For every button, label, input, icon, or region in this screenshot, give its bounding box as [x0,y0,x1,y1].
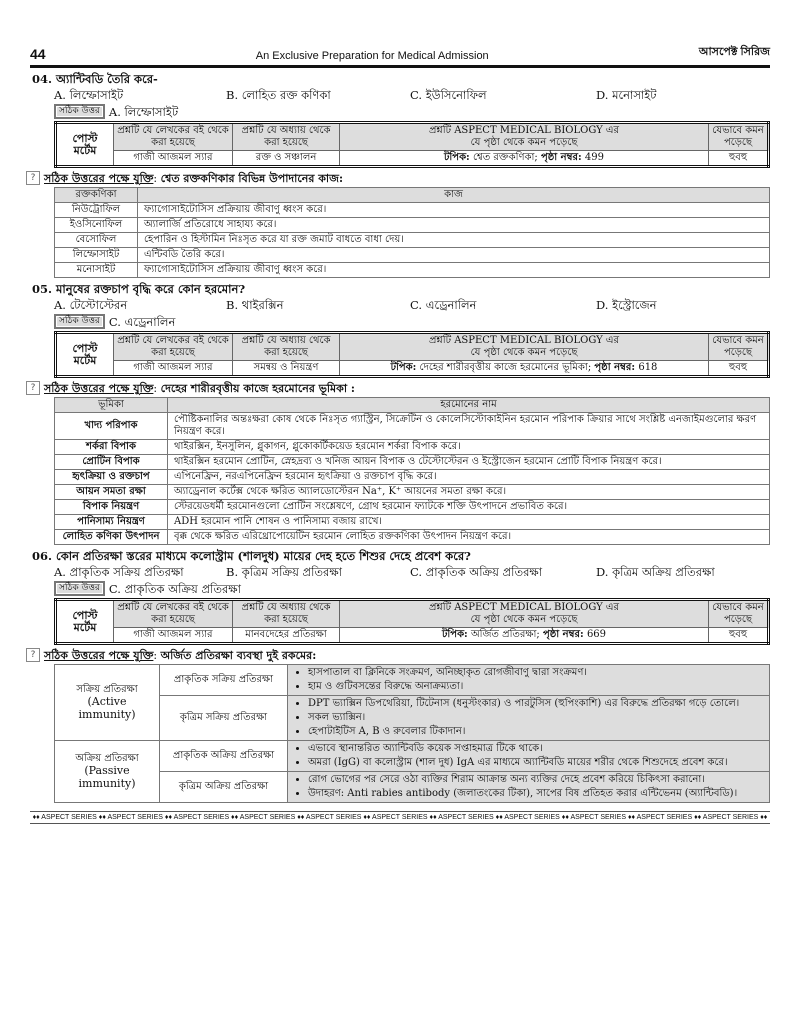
col-how-header: যেভাবে কমন পড়েছে [709,123,769,151]
table-row [55,665,770,696]
col-author-header: প্রশ্নটি যে লেখকের বই থেকে করা হয়েছে [114,333,233,361]
option-a: A. টেস্টোস্টেরন [54,298,128,312]
postmortem-label: পোস্ট মর্টেম [56,333,114,377]
option-c: C. প্রাকৃতিক অক্রিয় প্রতিরক্ষা [410,565,543,579]
cell-function: অ্যালার্জি প্রতিরোধে সাহায্য করে। [138,218,770,233]
cell-hormone: ADH হরমোন পানি শোষন ও পানিসাম্য বজায় রাখে। [168,515,770,530]
cell-role: প্রোটিন বিপাক [55,455,168,470]
cell-hormone: অ্যাড্রেনাল কর্টেক্স থেকে ক্ষরিত অ্যালডোস্টেরন Na⁺, K⁺ আয়নের সমতা রক্ষা করে। [168,485,770,500]
options [54,565,770,579]
hormone-table [54,397,770,545]
table-row [55,248,770,263]
postmortem-table [54,331,770,378]
cell-hormone: থাইরক্সিন, ইনসুলিন, গ্লুকাগন, গ্লুকোকর্টিকয়েড হরমোন শর্করা বিপাক করে। [168,440,770,455]
cell-hormone: থাইরক্সিন হরমোন প্রোটিন, স্নেহদ্রব্য ও খনিজ আয়ন বিপাক ও টেস্টোস্টেরন ও ইস্ট্রোজেন হরমোন প্রোটি বিপাক নিয়ন্ত্রণ করে। [168,455,770,470]
how-cell: হুবহু [709,628,769,644]
table-row [55,470,770,485]
table-row [55,233,770,248]
cell-function: ফ্যাগোসাইটোসিস প্রক্রিয়ায় জীবাণু ধ্বংস করে। [138,203,770,218]
table-row [55,741,770,772]
question-05 [32,282,770,545]
question-mark-icon: ? [26,171,40,185]
col-page-header: প্রশ্নটি ASPECT MEDICAL BIOLOGY এর যে পৃষ্ঠা থেকে কমন পড়েছে [340,600,709,628]
options [54,298,770,312]
list-item: • হাসপাতাল বা ক্লিনিকে সংক্রমণ, অনিচ্ছাকৃত রোগজীবাণু দ্বারা সংক্রমণ। [308,666,763,680]
option-d: D. মনোসাইট [596,88,657,102]
answer-text: C. প্রাকৃতিক অক্রিয় প্রতিরক্ষা [108,581,241,596]
answer-text: C. এড্রেনালিন [108,314,176,329]
col-page-header: প্রশ্নটি ASPECT MEDICAL BIOLOGY এর যে পৃষ্ঠা থেকে কমন পড়েছে [340,123,709,151]
cell-type: বেসোফিল [55,233,138,248]
col-author-header: প্রশ্নটি যে লেখকের বই থেকে করা হয়েছে [114,123,233,151]
option-d: D. কৃত্রিম অক্রিয় প্রতিরক্ষা [596,565,715,579]
immunity-examples [288,772,770,803]
cell-role: আয়ন সমতা রক্ষা [55,485,168,500]
option-a: A. লিম্ফোসাইট [54,88,124,102]
wbc-table [54,187,770,278]
table-row [55,530,770,545]
question-text: 05. মানুষের রক্তচাপ বৃদ্ধি করে কোন হরমোন? [32,282,246,296]
footer-banner: ♦♦ ASPECT SERIES ♦♦ ASPECT SERIES ♦♦ ASPECT SERIES ♦♦ ASPECT SERIES ♦♦ ASPECT SERIES ♦♦ ASPECT SERIES ♦♦ ASPECT SERIES ♦♦ ASPECT SERIES ♦♦ ASPECT SERIES ♦♦ ASPECT SERIES ♦♦ ASPECT SERIES ♦♦ [30,811,770,824]
answer-text: A. লিম্ফোসাইট [108,104,179,119]
postmortem-table [54,121,770,168]
cell-type: লিম্ফোসাইট [55,248,138,263]
answer-badge: সঠিক উত্তর [54,104,105,119]
option-b: B. লোহিত রক্ত কণিকা [226,88,331,102]
cell-hormone: পৌষ্টিকনালির অন্তঃক্ষরা কোষ থেকে নিঃসৃত গ্যাস্ট্রিন, সিক্রেটিন ও কোলেসিস্টোকাইনিন হরমোন পরিপাক ক্রিয়ার সাথে সংশ্লিষ্ট এনজাইমগুলোর ক্ষরণ নিয়ন্ত্রণ করে। [168,413,770,440]
table-header: ভূমিকা [55,398,168,413]
how-cell: হুবহু [709,151,769,167]
immunity-table [54,664,770,803]
question-text: 06. কোন প্রতিরক্ষা স্তরের মাধ্যমে কলোস্ট্রাম (শালদুধ) মায়ের দেহ হতে শিশুর দেহে প্রবেশ করে? [32,549,471,563]
immunity-examples [288,696,770,741]
table-row [55,696,770,741]
list-item: • DPT ভ্যাক্সিন ডিপথেরিয়া, টিটেনাস (ধনুস্টংকার) ও পারটুসিস (হুপিংকাশি) এর বিরুদ্ধে প্রতিরক্ষা গড়ে তোলে। [308,697,763,711]
postmortem-label: পোস্ট মর্টেম [56,123,114,167]
list-item: • রোগ ভোগের পর সেরে ওঠা ব্যক্তির শিরাম আক্রান্ত অন্য ব্যক্তির দেহে প্রবেশ করিয়ে চিকিৎসা করানো। [308,773,763,787]
col-page-header: প্রশ্নটি ASPECT MEDICAL BIOLOGY এর যে পৃষ্ঠা থেকে কমন পড়েছে [340,333,709,361]
list-item: • অমরা (IgG) বা কলোস্ট্রাম (শাল দুধ) IgA এর মাধ্যমে অ্যান্টিবডি মায়ের শরীর থেকে শিশুদেহে প্রবেশ করে। [308,756,763,770]
cell-role: লোহিত কণিকা উৎপাদন [55,530,168,545]
option-c: C. ইউসিনোফিল [410,88,487,102]
col-how-header: যেভাবে কমন পড়েছে [709,333,769,361]
answer-badge: সঠিক উত্তর [54,314,105,329]
table-row [55,500,770,515]
reason-heading: ? সঠিক উত্তরের পক্ষে যুক্তি : শ্বেত রক্তকণিকার বিভিন্ন উপাদানের কাজ: [26,171,770,185]
immunity-type: অক্রিয় প্রতিরক্ষা (Passive immunity) [55,741,160,803]
cell-hormone: এপিনেফ্রিন, নরএপিনেফ্রিন হরমোন হৃৎক্রিয়া ও রক্তচাপ বৃদ্ধি করে। [168,470,770,485]
col-author-header: প্রশ্নটি যে লেখকের বই থেকে করা হয়েছে [114,600,233,628]
cell-type: নিউট্রোফিল [55,203,138,218]
immunity-type: সক্রিয় প্রতিরক্ষা (Active immunity) [55,665,160,741]
immunity-subtype: কৃত্রিম সক্রিয় প্রতিরক্ষা [160,696,288,741]
table-header: হরমোনের নাম [168,398,770,413]
header-rule [30,65,770,68]
table-row [55,455,770,470]
question-04 [32,72,770,278]
table-row [55,218,770,233]
cell-role: পানিসাম্য নিয়ন্ত্রণ [55,515,168,530]
series-name: আসপেক্ট সিরিজ [698,46,770,58]
immunity-examples [288,665,770,696]
table-row [55,772,770,803]
chapter-cell: রক্ত ও সঞ্চালন [233,151,340,167]
author-cell: গাজী আজমল স্যার [114,361,233,377]
col-chapter-header: প্রশ্নটি যে অধ্যায় থেকে করা হয়েছে [233,333,340,361]
table-row [55,413,770,440]
how-cell: হুবহু [709,361,769,377]
table-row [55,203,770,218]
cell-type: মনোসাইট [55,263,138,278]
chapter-cell: মানবদেহের প্রতিরক্ষা [233,628,340,644]
question-text: 04. অ্যান্টিবডি তৈরি করে- [32,72,158,86]
postmortem-label: পোস্ট মর্টেম [56,600,114,644]
cell-role: খাদ্য পরিপাক [55,413,168,440]
answer-row [54,314,770,329]
options [54,88,770,102]
cell-role: বিপাক নিয়ন্ত্রণ [55,500,168,515]
reason-heading: ? সঠিক উত্তরের পক্ষে যুক্তি : অর্জিত প্রতিরক্ষা ব্যবস্থা দুই রকমের: [26,648,770,662]
author-cell: গাজী আজমল স্যার [114,628,233,644]
table-row [55,515,770,530]
topic-cell: টপিক: অর্জিত প্রতিরক্ষা; পৃষ্ঠা নম্বর: 669 [340,628,709,644]
option-d: D. ইস্ট্রোজেন [596,298,657,312]
cell-function: ফ্যাগোসাইটোসিস প্রক্রিয়ায় জীবাণু ধ্বংস করে। [138,263,770,278]
table-header: কাজ [138,188,770,203]
list-item: • সকল ভ্যাক্সিন। [308,711,763,725]
chapter-cell: সমন্বয় ও নিয়ন্ত্রণ [233,361,340,377]
list-item: • এভাবে স্থানান্তরিত অ্যান্টিবডি কয়েক সপ্তাহমাত্র টিকে থাকে। [308,742,763,756]
author-cell: গাজী আজমল স্যার [114,151,233,167]
topic-cell: টপিক: দেহের শারীরবৃত্তীয় কাজে হরমোনের ভূমিকা; পৃষ্ঠা নম্বর: 618 [340,361,709,377]
question-mark-icon: ? [26,648,40,662]
cell-hormone: স্টেরয়েডধর্মী হরমোনগুলো প্রোটিন সংশ্লেষণে, গ্রোথ হরমোন ফ্যাটকে শক্তি উৎপাদনে প্রভাবিত করে। [168,500,770,515]
reason-heading: ? সঠিক উত্তরের পক্ষে যুক্তি : দেহের শারীরবৃত্তীয় কাজে হরমোনের ভূমিকা : [26,381,770,395]
col-how-header: যেভাবে কমন পড়েছে [709,600,769,628]
cell-hormone: বৃক্ক থেকে ক্ষরিত এরিথ্রোপোয়েটিন হরমোন লোহিত রক্তকণিকা উৎপাদন নিয়ন্ত্রণ করে। [168,530,770,545]
cell-role: হৃৎক্রিয়া ও রক্তচাপ [55,470,168,485]
option-b: B. থাইরক্সিন [226,298,284,312]
option-b: B. কৃত্রিম সক্রিয় প্রতিরক্ষা [226,565,343,579]
answer-badge: সঠিক উত্তর [54,581,105,596]
question-06 [32,549,770,803]
immunity-subtype: প্রাকৃতিক অক্রিয় প্রতিরক্ষা [160,741,288,772]
table-row [55,263,770,278]
immunity-subtype: কৃত্রিম অক্রিয় প্রতিরক্ষা [160,772,288,803]
table-header: রক্তকণিকা [55,188,138,203]
page-number: 44 [30,46,46,62]
postmortem-table [54,598,770,645]
table-row [55,440,770,455]
page-header [30,44,770,62]
topic-cell: টপিক: শ্বেত রক্তকণিকা; পৃষ্ঠা নম্বর: 499 [340,151,709,167]
cell-type: ইওসিনোফিল [55,218,138,233]
question-mark-icon: ? [26,381,40,395]
immunity-examples [288,741,770,772]
cell-role: শর্করা বিপাক [55,440,168,455]
list-item: • উদাহরণ: Anti rabies antibody (জলাতংকের টিকা), সাপের বিষ প্রতিহত করার এন্টিভেনম (অ্যান্টিবডি)। [308,787,763,801]
table-row [55,485,770,500]
list-item: • হাম ও গুটিবসন্তের বিরুদ্ধে অনাক্রম্যতা। [308,680,763,694]
immunity-subtype: প্রাকৃতিক সক্রিয় প্রতিরক্ষা [160,665,288,696]
answer-row [54,581,770,596]
list-item: • হেপাটাইটিস A, B ও রুবেলার টিকাদান। [308,725,763,739]
cell-function: এন্টিবডি তৈরি করে। [138,248,770,263]
option-c: C. এড্রেনালিন [410,298,477,312]
col-chapter-header: প্রশ্নটি যে অধ্যায় থেকে করা হয়েছে [233,123,340,151]
answer-row [54,104,770,119]
cell-function: হেপারিন ও হিস্টামিন নিঃসৃত করে যা রক্ত জমাট বাধতে বাধা দেয়। [138,233,770,248]
header-title: An Exclusive Preparation for Medical Admission [255,50,489,62]
option-a: A. প্রাকৃতিক সক্রিয় প্রতিরক্ষা [54,565,184,579]
col-chapter-header: প্রশ্নটি যে অধ্যায় থেকে করা হয়েছে [233,600,340,628]
